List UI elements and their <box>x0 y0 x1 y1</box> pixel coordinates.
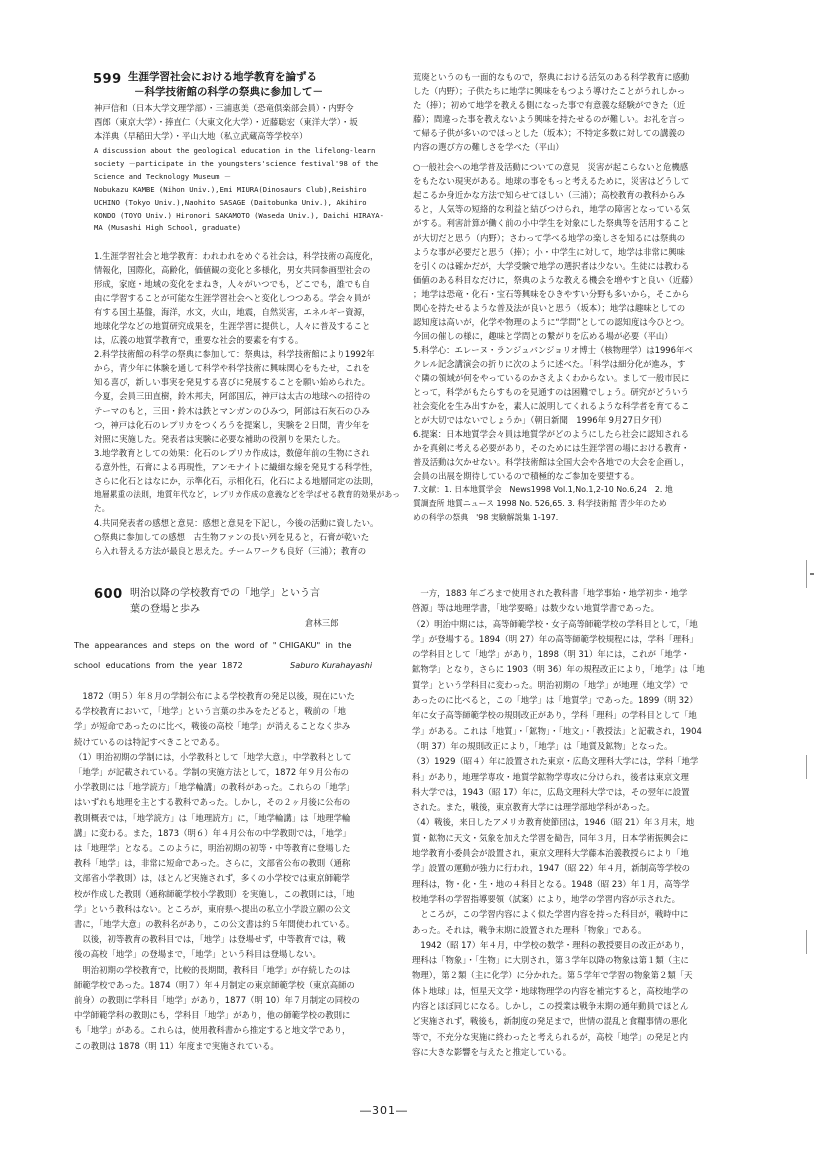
body-line: 情報化，国際化，高齢化，価値観の変化と多様化，男女共同参画型社会の <box>94 265 371 276</box>
body-line: 今夏，会員三田直樹，鈴木邦夫，阿部国広，神戸は太古の地球への招待の <box>94 391 371 402</box>
body-line: 6.提案：日本地質学会々員は地質学がどのようにしたら社会に認知される <box>413 429 689 440</box>
body-line: 価値のある科目なだけに，祭典のような教える機会を増やすと良い（近藤） <box>413 274 698 285</box>
body-line: 続けているのは特記すべきことである。 <box>74 736 225 747</box>
body-line: この教則は 1878（明 11）年度まで実施されている。 <box>74 1040 279 1051</box>
body-line: とって，科学がもたらすものを見通すのは困難でしょう。研究がどういう <box>413 387 690 398</box>
body-line: ど実施されず，戦後も，新制度の発足まで，世情の混乱と食糧事情の悪化 <box>412 1016 688 1027</box>
abstract-600-body-left <box>74 689 404 1054</box>
body-line: る意外性，石膏による再現性，アンモナイトに繊細な線を発見する科学性， <box>94 461 378 472</box>
body-line: も「地学」がある。これらは，使用教科書から推定すると地文学であり， <box>74 1025 351 1036</box>
body-line: クレル記念講演会の折りに次のように述べた。「科学は細分化が進み，す <box>413 358 686 369</box>
abstract-number-599: 599 <box>93 72 122 87</box>
body-line: 質・鉱物に天文・気象を加えた学習を勧告，同年３月，日本学術振興会に <box>412 832 689 843</box>
abstract-number-600: 600 <box>94 587 123 602</box>
title-line: －科学技術館の科学の祭典に参加して－ <box>134 86 323 98</box>
body-line: 有する国土基盤，海洋，水文，火山，地震，自然災害，エネルギー資源， <box>94 307 371 318</box>
body-line: 2.科学技術館の科学の祭典に参加して：祭典は，科学技術館により1992年 <box>94 349 375 360</box>
body-line: は，広義の地質学教育で，重要な社会的要素を有する。 <box>94 335 304 346</box>
body-line: 認知度は高いが，化学や物理のように“学問”としての認知度は今ひとつ。 <box>413 316 690 327</box>
body-line: ；地学は恐竜・化石・宝石等興味をひきやすい分野も多いから，そこから <box>413 288 690 299</box>
body-line: 教則概表では，「地学読方」は「地理読方」に，「地学輪講」は「地理学輪 <box>74 812 351 823</box>
body-line: 3.地学教育としての効果：化石のレプリカ作成は，数億年前の生物にされ <box>94 447 370 458</box>
body-line: 科大学では，1943（昭 17）年に，広島文理科大学では，その翌年に設置 <box>412 786 690 797</box>
body-line: 学」が登場する。1894（明 27）年の高等師範学校規程には，学科「理科」 <box>412 633 698 644</box>
body-line: 明治初期の学校教育で，比較的長期間，教科目「地学」が存続したのは <box>74 964 351 975</box>
body-line: 科」があり，地理学専攻・地質学鉱物学専攻に分けられ，後者は東京文理 <box>412 771 689 782</box>
body-line: 1.生涯学習社会と地学教育：われわれをめぐる社会は，科学技術の高度化， <box>94 251 379 261</box>
body-line: 書に，「地学大意」の教科名があり，この公文書は約５年間使われている。 <box>74 919 355 930</box>
body-line: 地学教育小委員会が設置され，東京文理科大学藤本治義教授らにより「地 <box>412 848 689 859</box>
title-line: 生涯学習社会における地学教育を論ずる <box>128 71 317 83</box>
body-line: 荒廃というのも一面的なもので，祭典における活気のある科学教育に感動 <box>413 72 690 82</box>
body-line: （4）戦後，来日したアメリカ教育使節団は，1946（昭 21）年３月末，地 <box>412 817 695 828</box>
body-line: した（内野）；子供たちに地学に興味をもつよう導けたことがうれしかっ <box>413 86 686 97</box>
body-line: が大切だと思う（内野）；さわって学べる地学の楽しさを知るには祭典の <box>413 232 686 243</box>
body-line: 5.科学心：エレーヌ・ランジュバンジョリオ博士（核物理学）は1996年ベ <box>413 344 693 355</box>
title-line: 葉の登場と歩み <box>130 604 200 615</box>
body-line: 一方，1883 年ごろまで使用された教科書「地学事始・地学初歩・地学 <box>412 588 688 598</box>
body-line: 会員の出展を期待しているので積極的なご参加を要望する。 <box>413 471 640 482</box>
body-line: 1942（昭 17）年４月，中学校の数学・理科の教授要目の改正があり， <box>412 939 690 950</box>
english-line: Science and Tecknology Museum － <box>94 171 232 181</box>
author-line: 本洋典（早稲田大学）・平山大地（私立武蔵高等学校卒） <box>94 131 308 142</box>
body-line: 理科は，物・化・生・地の４科目となる。1948（昭 23）年１月，高等学 <box>412 878 690 889</box>
body-line: がする。利害計算が働く前の小中学生を対象にした祭典等を活用すること <box>413 218 690 229</box>
body-line: めの科学の祭典 '98 実験解説集 1-197. <box>413 513 559 523</box>
body-line: 知る喜び，新しい事実を発見する喜びに発展することを願い始められた。 <box>94 377 371 388</box>
body-line: 師範学校であった。1874（明７）年４月制定の東京師範学校（東京高師の <box>74 979 355 990</box>
body-line: 啓源」等は地理学書，「地学要略」は数少ない地質学書であった。 <box>412 603 659 614</box>
body-line: 内容の選び方の難しさを学べた（平山） <box>413 142 564 153</box>
body-line: （1）明治初期の学制には，小学教科として「地学大意」，中学教科として <box>74 751 352 762</box>
body-line: ○一般社会への地学普及活動についての意見 災害が起こらないと危機感 <box>413 162 689 173</box>
body-line: 形成，家庭・地域の変化をまねき，人々がいつでも，どこでも，誰でも自 <box>94 279 371 290</box>
body-line: 校地学科の学習指導要領（試案）により，地学の学習内容が示された。 <box>412 893 680 904</box>
body-line: ぐ隣の領域が何をやっているのかさえよくわからない。まして一般市民に <box>413 372 690 383</box>
body-line: から，青少年に体験を通して科学や科学技術に興味関心をもたせ，これを <box>94 363 371 374</box>
body-line: 「地学」が記載されている。学制の実施方法として，1872 年９月公布の <box>74 767 350 778</box>
abstract-600-english-title: The appearances and steps on the word of " CHIGAKU" in the <box>74 640 352 650</box>
title-line: 明治以降の学校教育での「地学」という言 <box>130 588 320 599</box>
body-line: つ，神戸は化石のレプリカをつくろうを提案し，実験を２日間，青少年を <box>94 419 370 430</box>
body-line: （明 37）年の規則改正により，「地学」は「地質及鉱物」となった。 <box>412 740 673 751</box>
body-line: 講」に変わる。また，1873（明６）年４月公布の中学教則では，「地学」 <box>74 827 351 838</box>
edge-rule <box>806 755 807 779</box>
body-line: 理科は「物象」・「生物」に大別され，第３学年以降の物象は第１類（主に <box>412 955 689 966</box>
body-line: 校が作成した教則（通称師範学校小学教則）を実施し，この教則には，「地 <box>74 888 355 899</box>
body-line: （3）1929（昭４）年に設置された東京・広島文理科大学には，学科「地学 <box>412 756 699 767</box>
abstract-599-authors <box>94 101 400 143</box>
body-line: かを真剣に考える必要があり，そのためには生涯学習の場における教育・ <box>413 443 690 454</box>
body-line: ような事が必要だと思う（捧）；小・中学生に対して，地学は非常に興味 <box>413 246 686 257</box>
body-line: 物理），第２類（主に化学）に分かれた。第５学年で学習の物象第２類「天 <box>412 970 693 981</box>
body-line: 年に女子高等師範学校の規則改正があり，学科「理科」の学科目として「地 <box>412 710 697 721</box>
body-line: を引くのは確かだが，大学受験で地学の選択者は少ない。生徒には教わる <box>413 260 690 271</box>
body-line: はいずれも地理を主とする教科であった。しかし，その２ヶ月後に公布の <box>74 797 351 808</box>
body-line: された。また，戦後，東京教育大学には理学部地学科があった。 <box>412 802 655 813</box>
body-line: 普及活動は欠かせない。科学技術館は全国大会や各地での大会を企画し， <box>413 457 690 468</box>
body-line: 地層累重の法則，地質年代など，レプリカ作成の意義などを学ばせる教育的効果があった。 <box>94 489 400 513</box>
page-number: ―301― <box>360 1104 408 1117</box>
body-line: 容に大きな影響を与えたと推定している。 <box>412 1046 572 1057</box>
body-line: 学」が短命であったのに比べ，戦後の高校「地学」が消えることなく歩み <box>74 721 351 732</box>
body-line: 中学師範学科の教則にも，学科目「地学」があり，他の師範学校の教則に <box>74 1010 351 1021</box>
body-line: 以後，初等教育の教科目では，「地学」は登場せず，中等教育では，戦 <box>74 934 346 945</box>
body-line: 内容とほぼ同じになる。しかし，この授業は戦争末期の通年動員でほとん <box>412 1001 689 1012</box>
body-line: 今回の催しの様に，趣味と学問との繋がりを広める場が必要（平山） <box>413 330 673 341</box>
abstract-599-title <box>128 70 388 100</box>
abstract-599-english <box>94 145 404 235</box>
body-line: 鉱物学」となり，さらに 1903（明 36）年の規程改正により，「地学」は「地 <box>412 664 705 675</box>
body-line: 学」設置の運動が強力に行われ，1947（昭 22）年４月，新制高等学校の <box>412 863 691 874</box>
body-line: 学」がある。これは「地質」・「鉱物」・「地文」・「教授法」と記載され，1904 <box>412 725 702 736</box>
edge-rule <box>806 930 807 954</box>
body-line: 由に学習することが可能な生涯学習社会へと変化しつつある。学会々員が <box>94 293 371 304</box>
body-line: 体ト地球」は，恒星天文学・地球物理学の内容を補完すると，高校地学の <box>412 985 689 996</box>
body-line: 質学」という学科目に変わった。明治初期の「地学」が地理（地文学）で <box>412 679 689 690</box>
body-line: ると，人気等の短絡的な利益と結びつけられ，地学の障害となっている気 <box>413 204 690 215</box>
edge-rule <box>806 560 807 588</box>
abstract-600-english-author: Saburo Kurahayashi <box>290 660 373 670</box>
body-line: ら入れ替える方法が最良と思えた。チームワークも良好（三浦）；教育の <box>94 545 367 556</box>
body-line: 等で，不充分な実施に終わったと考えられるが，高校「地学」の発足と内 <box>412 1031 689 1042</box>
body-line: 後の高校「地学」の登場まで，「地学」という科目は登場しない。 <box>74 949 321 960</box>
body-line: 小学教則には「地学読方」「地学輪講」の教科があった。これらの「地学」 <box>74 782 355 793</box>
english-line: UCHINO (Tokyo Univ.),Naohito SASAGE (Daitobunka Univ.), Akihiro <box>94 197 367 207</box>
abstract-599-body-right <box>413 70 719 526</box>
abstract-600-body-right <box>412 586 737 1060</box>
body-line: 1872（明５）年８月の学制公布による学校教育の発足以後，現在にいた <box>74 691 355 701</box>
body-line: は「地理学」となる。このように，明治初期の初等・中等教育に登場した <box>74 843 351 854</box>
body-line: ○祭典に参加しての感想 古生物ファンの長い列を見ると，石膏が乾いた <box>94 531 370 542</box>
body-line: 質調査所 地質ニュース 1998 No. 526,65. 3. 科学技術館 青少年のため <box>413 499 667 509</box>
body-line: 4.共同発表者の感想と意見：感想と意見を下記し，今後の活動に資したい。 <box>94 517 379 528</box>
body-line: ところが，この学習内容によく似た学習内容を持った科目が，戦時中に <box>412 909 689 920</box>
english-line: MA (Musashi High School, graduate) <box>94 223 242 233</box>
body-line: 文部省小学教則）は，ほとんど実施されず，多くの小学校では東京師範学 <box>74 873 350 884</box>
english-line: society －participate in the youngsters'science festival'98 of the <box>94 158 379 168</box>
body-line: とが大切ではないでしょうか」（朝日新聞 1996年 9月27日夕刊） <box>413 415 667 426</box>
body-line: あったのに比べると，この「地学」は「地質学」であった。1899（明 32） <box>412 695 698 706</box>
abstract-599-body-left <box>94 249 400 558</box>
english-line: KONDO (TOYO Univ.) Hironori SAKAMOTO (Waseda Univ.), Daichi HIRAYA- <box>94 210 384 220</box>
body-line: （2）明治中期には，高等師範学校・女子高等師範学校の学科目として，「地 <box>412 618 698 629</box>
body-line: の学科目として「地学」があり，1898（明 31）年には，これが「地学・ <box>412 649 690 660</box>
body-line: 地球化学などの地質研究成果を，生涯学習に提供し，人々に普及すること <box>94 321 371 332</box>
body-line: 関心を持たせるような普及法が良いと思う（坂本）；地学は趣味としての <box>413 302 686 313</box>
english-line: Nobukazu KAMBE (Nihon Univ.),Emi MIURA(Dinosaurs Club),Reishiro <box>94 184 367 194</box>
body-line: さらに化石とはなにか，示準化石，示相化石，化石による地層同定の法則， <box>94 475 379 486</box>
abstract-600-author: 倉林三郎 <box>305 618 339 628</box>
author-line: 神戸信和（日本大学文理学部）・三浦恵美（恐竜倶楽部会員）・内野令 <box>94 103 354 113</box>
body-line: テーマのもと，三田・鈴木は鉄とマンガンのひみつ，阿部は石灰石のひみ <box>94 405 370 416</box>
body-line: 対照に実施した。発表者は実験に必要な補助の役割りを果たした。 <box>94 433 346 444</box>
edge-mark <box>810 573 814 575</box>
body-line: をもたない現実がある。地球の事をもっと考えるために，災害はどうして <box>413 176 690 187</box>
body-line: 社会変化を生み出すかを，素人に説明してくれるような科学者を育てるこ <box>413 401 690 412</box>
body-line: 前身）の教則に学科目「地学」があり，1877（明 10）年７月制定の同校の <box>74 995 360 1006</box>
body-line: 学」という教科はない。ところが，東府県へ提出の私立小学設立願の公文 <box>74 903 351 914</box>
english-line: A discussion about the geological education in the lifelong-learn <box>94 146 376 155</box>
body-line: あった。それは，戦争末期に設置された理科「物象」である。 <box>412 924 647 935</box>
body-line: 教科「地学」は，非常に短命であった。さらに，文部省公布の教則（通称 <box>74 858 351 869</box>
body-line: 7.文献：1. 日本地質学会 News1998 Vol.1,No.1,2-10 No.6,24 2. 地 <box>413 485 673 495</box>
body-line: た（捧）；初めて地学を教える側になった事で有意義な経験ができた（近 <box>413 100 686 111</box>
body-line: る学校教育において，「地学」という言葉の歩みをたどると，戦前の「地 <box>74 706 347 717</box>
body-line: 起こるか身近かな方法で知らせてほしい（三浦）；高校教育の教科からみ <box>413 190 685 201</box>
body-line: て帰る子供が多いのでほっとした（坂本）；不特定多数に対しての講義の <box>413 128 686 139</box>
author-line: 酉郎（東京大学）・捧直仁（大東文化大学）・近藤聡宏（東洋大学）・坂 <box>94 117 358 128</box>
abstract-600-title <box>130 586 390 618</box>
abstract-600-english-title-2: school educations from the year 1872 <box>74 660 243 670</box>
body-line: 藤）；間違った事を教えないよう興味を持たせるのが難しい。お礼を言っ <box>413 114 686 125</box>
